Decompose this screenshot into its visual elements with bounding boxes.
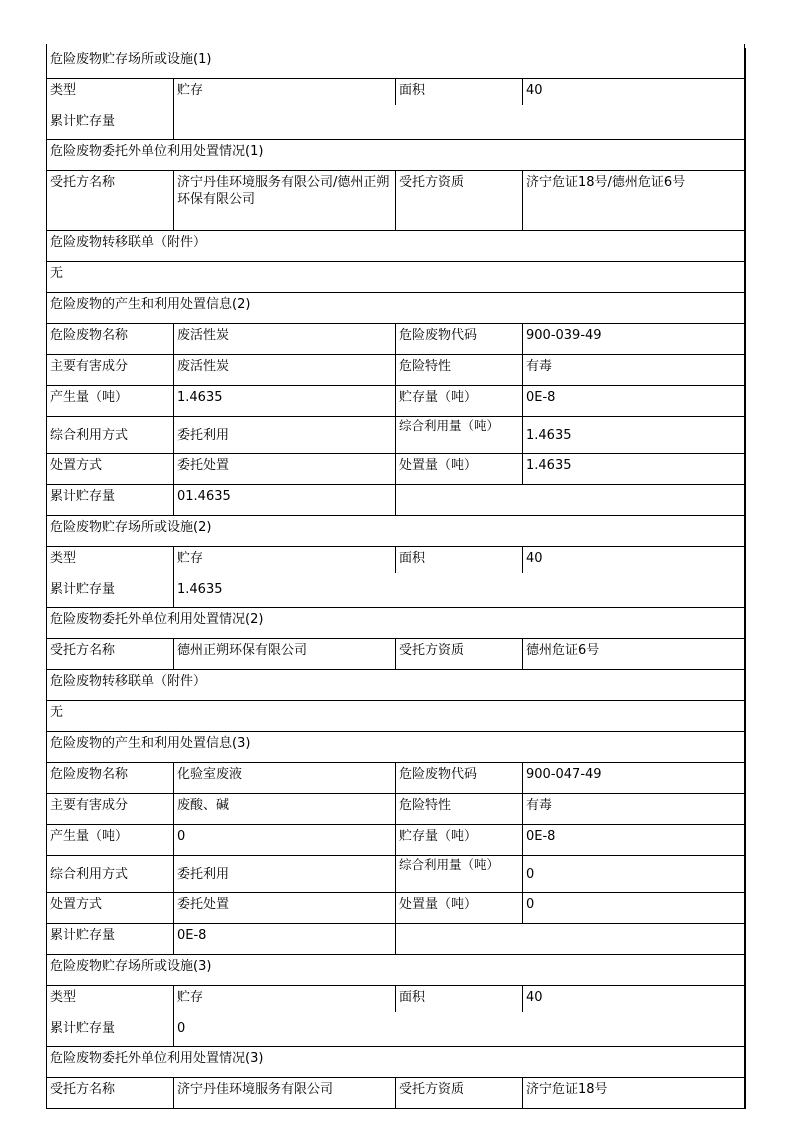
field-value: 01.4635 [177,489,231,504]
cell-divider [522,324,523,354]
cumulative-storage-label: 累计贮存量 [50,582,116,597]
field-value: 有毒 [526,798,553,813]
field-label: 产生量（吨） [50,390,129,405]
cell-divider [395,171,396,230]
field-value: 0E-8 [526,390,556,405]
cell-divider [173,856,174,892]
storage-area-label: 面积 [399,990,426,1005]
cell-divider [395,386,396,416]
cell-divider [173,986,174,1046]
field-label: 危险特性 [399,798,452,813]
cell-divider [395,454,396,484]
field-value: 济宁危证18号 [526,1082,608,1097]
cell-divider [173,893,174,923]
cell-divider [522,639,523,669]
cell-divider [173,79,174,139]
table-row-title [46,1047,746,1078]
table-row-title [46,732,746,763]
cell-divider [395,355,396,385]
section-title: 危险废物贮存场所或设施(3) [50,959,212,974]
table-row-pair [46,324,746,355]
table-row-pair [46,794,746,825]
section-title: 危险废物的产生和利用处置信息(3) [50,736,251,751]
storage-area-value: 40 [526,83,543,98]
cell-divider [522,171,523,230]
field-label: 受托方名称 [50,1082,116,1097]
field-value: 0E-8 [526,829,556,844]
cell-divider [395,547,396,573]
cumulative-storage-value [174,110,745,139]
table-row-title [46,140,746,171]
section-title: 无 [50,266,64,281]
field-label: 累计贮存量 [50,489,116,504]
field-value: 济宁丹佳环境服务有限公司/德州正朔环保有限公司 [177,175,390,207]
field-value: 废活性炭 [177,328,230,343]
field-label: 受托方资质 [399,1082,465,1097]
field-value: 化验室废液 [177,767,243,782]
table-row-half [46,485,746,516]
cell-divider [395,417,396,453]
section-title: 危险废物转移联单（附件） [50,235,207,250]
cell-divider [173,171,174,230]
storage-area-label: 面积 [399,551,426,566]
table-row-title [46,231,746,262]
cell-divider [522,417,523,453]
table-row-title [46,955,746,986]
cell-divider [522,794,523,824]
field-label: 受托方资质 [399,643,465,658]
field-label: 受托方名称 [50,643,116,658]
field-label: 处置方式 [50,458,103,473]
cell-divider [395,924,396,954]
field-label: 主要有害成分 [50,798,129,813]
cumulative-storage-label: 累计贮存量 [50,1021,116,1036]
storage-area-value: 40 [526,990,543,1005]
table-row-pair [46,893,746,924]
field-value: 0 [526,867,535,882]
cell-divider [173,1078,174,1108]
field-value: 有毒 [526,359,553,374]
table-row-title [46,516,746,547]
field-label: 受托方资质 [399,175,465,190]
table-row-storage [46,79,746,140]
field-value: 废活性炭 [177,359,230,374]
field-value: 900-047-49 [526,767,602,782]
section-title: 危险废物委托外单位利用处置情况(2) [50,612,264,627]
section-title: 危险废物委托外单位利用处置情况(1) [50,144,264,159]
table-row-title [46,262,746,293]
table-row-pair [46,355,746,386]
field-label: 综合利用量（吨） [399,418,500,433]
field-label: 处置量（吨） [399,897,478,912]
field-label: 贮存量（吨） [399,390,478,405]
field-value: 委托利用 [177,428,230,443]
field-value: 900-039-49 [526,328,602,343]
table-row-title [46,701,746,732]
field-label: 综合利用量（吨） [399,857,500,872]
storage-area-value: 40 [526,551,543,566]
field-value: 德州危证6号 [526,643,600,658]
cell-divider [173,417,174,453]
cell-divider [522,547,523,573]
field-value: 1.4635 [526,458,572,473]
table-row-pair [46,1078,746,1109]
cell-divider [395,1078,396,1108]
field-value: 济宁危证18号/德州危证6号 [526,175,686,190]
cell-divider [173,763,174,793]
cell-divider [395,763,396,793]
cell-divider [173,485,174,515]
field-label: 危险特性 [399,359,452,374]
table-row-storage [46,547,746,608]
cell-divider [522,79,523,105]
field-label: 受托方名称 [50,175,116,190]
table-row-title [46,48,746,79]
field-label: 处置方式 [50,897,103,912]
storage-type-label: 类型 [50,83,77,98]
section-title: 危险废物贮存场所或设施(1) [50,52,212,67]
cell-divider [522,1078,523,1108]
cell-divider [173,639,174,669]
table-row-half [46,924,746,955]
cell-divider [173,924,174,954]
field-label: 危险废物代码 [399,767,478,782]
cell-divider [173,825,174,855]
field-value: 0E-8 [177,928,207,943]
field-value: 济宁丹佳环境服务有限公司 [177,1082,334,1097]
section-title: 无 [50,705,64,720]
cell-divider [395,825,396,855]
field-value: 0 [526,897,535,912]
cell-divider [522,856,523,892]
field-value: 1.4635 [526,428,572,443]
table-row-storage [46,986,746,1047]
cell-divider [522,825,523,855]
field-label: 主要有害成分 [50,359,129,374]
field-value: 委托利用 [177,867,230,882]
field-label: 处置量（吨） [399,458,478,473]
cell-divider [395,893,396,923]
table-row-pair [46,639,746,670]
storage-area-label: 面积 [399,83,426,98]
cell-divider [173,324,174,354]
cell-divider [173,547,174,607]
table-row-pair [46,825,746,856]
table-row-title [46,608,746,639]
cell-divider [522,355,523,385]
storage-type-value: 贮存 [177,551,204,566]
table-row-title [46,670,746,701]
field-value: 废酸、碱 [177,798,230,813]
cell-divider [522,763,523,793]
field-value: 德州正朔环保有限公司 [177,643,308,658]
field-value: 委托处置 [177,458,230,473]
section-title: 危险废物转移联单（附件） [50,674,207,689]
field-label: 累计贮存量 [50,928,116,943]
field-label: 综合利用方式 [50,428,129,443]
field-label: 贮存量（吨） [399,829,478,844]
storage-type-value: 贮存 [177,990,204,1005]
field-value: 委托处置 [177,897,230,912]
table-row-pair_tall [46,417,746,454]
cell-divider [522,454,523,484]
section-title: 危险废物的产生和利用处置信息(2) [50,297,251,312]
table-row-pair [46,763,746,794]
table-row-pair [46,386,746,417]
table-row-pair [46,454,746,485]
section-title: 危险废物贮存场所或设施(2) [50,520,212,535]
cell-divider [395,324,396,354]
table-row-title [46,293,746,324]
cell-divider [395,639,396,669]
storage-type-label: 类型 [50,551,77,566]
table-row-pair_tall [46,856,746,893]
cell-divider [173,386,174,416]
cumulative-storage-value: 0 [177,1021,186,1036]
cell-divider [395,986,396,1012]
cell-divider [522,893,523,923]
field-label: 综合利用方式 [50,867,129,882]
cell-divider [395,79,396,105]
cumulative-storage-label: 累计贮存量 [50,114,116,129]
storage-type-value: 贮存 [177,83,204,98]
cell-divider [522,386,523,416]
cumulative-storage-value: 1.4635 [177,582,223,597]
field-value: 0 [177,829,186,844]
cell-divider [173,794,174,824]
field-label: 危险废物名称 [50,328,129,343]
field-value: 1.4635 [177,390,223,405]
cell-divider [173,355,174,385]
cell-divider [395,485,396,515]
field-label: 危险废物代码 [399,328,478,343]
storage-type-label: 类型 [50,990,77,1005]
section-title: 危险废物委托外单位利用处置情况(3) [50,1051,264,1066]
cell-divider [395,856,396,892]
cell-divider [395,794,396,824]
field-label: 危险废物名称 [50,767,129,782]
cell-divider [173,454,174,484]
cell-divider [522,986,523,1012]
table-row-entrust [46,171,746,231]
field-label: 产生量（吨） [50,829,129,844]
